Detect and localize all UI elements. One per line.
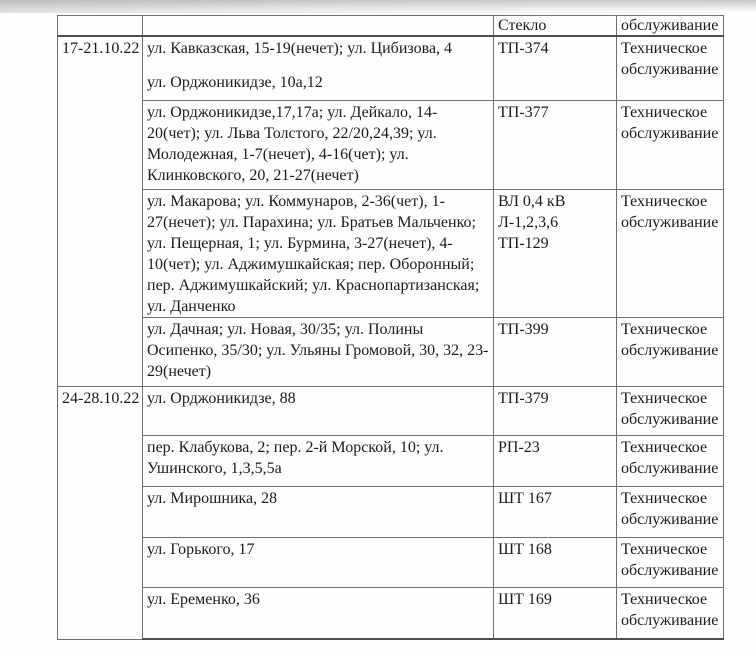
table-row [58,317,724,386]
address-line: ул. Кавказская, 15-19(нечет); ул. Цибизова, 4 [147,40,453,57]
header-service-label: обслуживание [621,17,719,34]
equipment-line: ТП-374 [498,40,549,57]
work-type-label: Техническое обслуживание [621,192,719,231]
table-header-row [58,16,724,37]
equipment-line: ШТ 168 [498,540,552,558]
address-cell [143,189,494,317]
address-cell [143,587,494,639]
equipment-line: Л-1,2,3,6 [498,213,559,231]
address-line: ул. Еременко, 36 [147,590,260,608]
equipment-cell [494,435,617,486]
work-type-label: Техническое обслуживание [621,320,719,359]
table-row [58,587,724,639]
equipment-line: ВЛ 0,4 кВ [498,192,566,210]
date-cell [58,36,143,386]
work-type-cell [617,537,724,587]
work-type-label: Техническое обслуживание [621,438,719,477]
work-type-cell [617,36,724,100]
work-type-cell [617,386,724,435]
date-label: 17-21.10.22 [62,40,140,57]
table-row [58,36,724,100]
table-row [58,435,724,486]
equipment-cell [494,36,617,100]
page-top-edge [0,0,756,13]
work-type-cell [617,587,724,639]
header-date-cell [58,16,143,37]
table-row [58,189,724,317]
address-cell [143,486,494,537]
header-address-cell [143,16,494,37]
table-row [58,100,724,189]
address-cell [143,537,494,587]
equipment-cell [494,587,617,639]
address-line: ул. Орджоникидзе, 88 [147,389,296,407]
work-type-cell [617,435,724,486]
header-glass-label: Стекло [498,17,547,34]
work-type-cell [617,100,724,189]
equipment-cell [494,100,617,189]
address-cell [143,435,494,486]
work-type-cell [617,189,724,317]
equipment-line: ТП-399 [498,320,549,338]
equipment-line: ТП-379 [498,389,549,407]
address-line: пер. Клабукова, 2; пер. 2-й Морской, 10; ул. Ушинского, 1,3,5,5а [147,438,444,477]
address-cell [143,36,494,100]
maintenance-schedule-table [57,15,724,640]
work-type-label: Техническое обслуживание [621,40,719,78]
header-service-cell [617,16,724,37]
equipment-line: ШТ 167 [498,489,552,507]
work-type-label: Техническое обслуживание [621,103,719,142]
table-row [58,537,724,587]
equipment-line: ТП-129 [498,234,549,252]
address-cell [143,100,494,189]
equipment-cell [494,386,617,435]
work-type-cell [617,486,724,537]
address-line: ул. Горького, 17 [147,540,255,558]
address-cell [143,386,494,435]
address-line: ул. Орджоникидзе, 10а,12 [147,74,323,91]
work-type-cell [617,317,724,386]
table-row [58,386,724,435]
address-line: ул. Макарова; ул. Коммунаров, 2-36(чет), 1-27(нечет); ул. Парахина; ул. Братьев Мальченко; ул. Пещерная, 1; ул. Бурмина, 3-27(нечет), 4-10(чет); ул. Аджимушкайская; пер. Оборонный; пер. Аджимушкайский; ул. Краснопартизанская; ул. Данченко [147,192,480,315]
equipment-line: РП-23 [498,438,540,456]
equipment-line: ТП-377 [498,103,549,121]
equipment-cell [494,486,617,537]
equipment-cell [494,317,617,386]
address-cell [143,317,494,386]
equipment-cell [494,537,617,587]
equipment-cell [494,189,617,317]
table-row [58,486,724,537]
work-type-label: Техническое обслуживание [621,540,719,579]
date-cell [58,386,143,639]
address-line: ул. Орджоникидзе,17,17а; ул. Дейкало, 14-20(чет); ул. Льва Толстого, 22/20,24,39; ул. Молодежная, 1-7(нечет), 4-16(чет); ул. Клинковского, 20, 21-27(нечет) [147,103,438,184]
date-label: 24-28.10.22 [62,389,140,407]
header-glass-cell [494,16,617,37]
work-type-label: Техническое обслуживание [621,389,719,428]
work-type-label: Техническое обслуживание [621,489,719,528]
address-line: ул. Мирошника, 28 [147,489,278,507]
address-line: ул. Дачная; ул. Новая, 30/35; ул. Полины Осипенко, 35/30; ул. Ульяны Громовой, 30, 32, 23-29(нечет) [147,320,489,380]
equipment-line: ШТ 169 [498,590,552,608]
work-type-label: Техническое обслуживание [621,590,719,629]
